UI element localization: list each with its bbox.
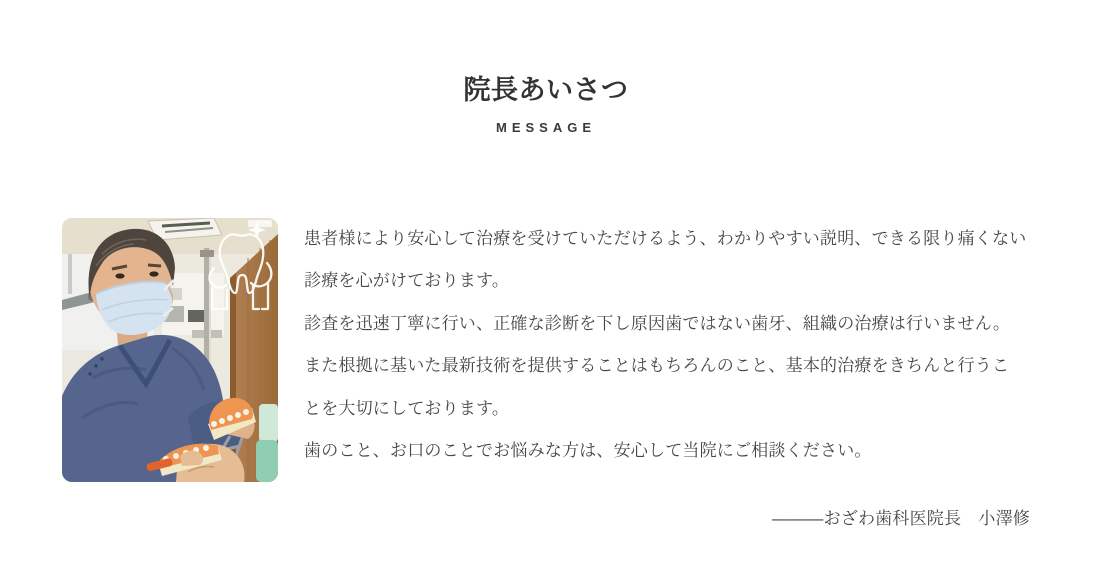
director-photo-illustration <box>62 218 278 482</box>
message-line: また根拠に基いた最新技術を提供することはもちろんのこと、基本的治療をきちんと行うこ <box>304 356 1010 376</box>
message-line: 患者様により安心して治療を受けていただけるよう、わかりやすい説明、できる限り痛くない <box>304 228 1027 248</box>
section-title: 院長あいさつ <box>463 75 629 105</box>
message-line: 歯のこと、お口のことでお悩みな方は、安心して当院にご相談ください。 <box>304 441 872 461</box>
message-line: とを大切にしております。 <box>304 398 510 418</box>
section-subtitle: MESSAGE <box>495 120 596 136</box>
greeting-content <box>62 218 1030 531</box>
signature: ―――おざわ歯科医院長 小澤修 <box>772 508 1030 528</box>
message-text <box>304 218 1030 473</box>
message-line: 診療を心がけております。 <box>304 271 510 291</box>
message-line: 診査を迅速丁寧に行い、正確な診断を下し原因歯ではない歯牙、組織の治療は行いません。 <box>304 313 1011 333</box>
greeting-text-column <box>304 218 1030 531</box>
director-photo <box>62 218 278 482</box>
